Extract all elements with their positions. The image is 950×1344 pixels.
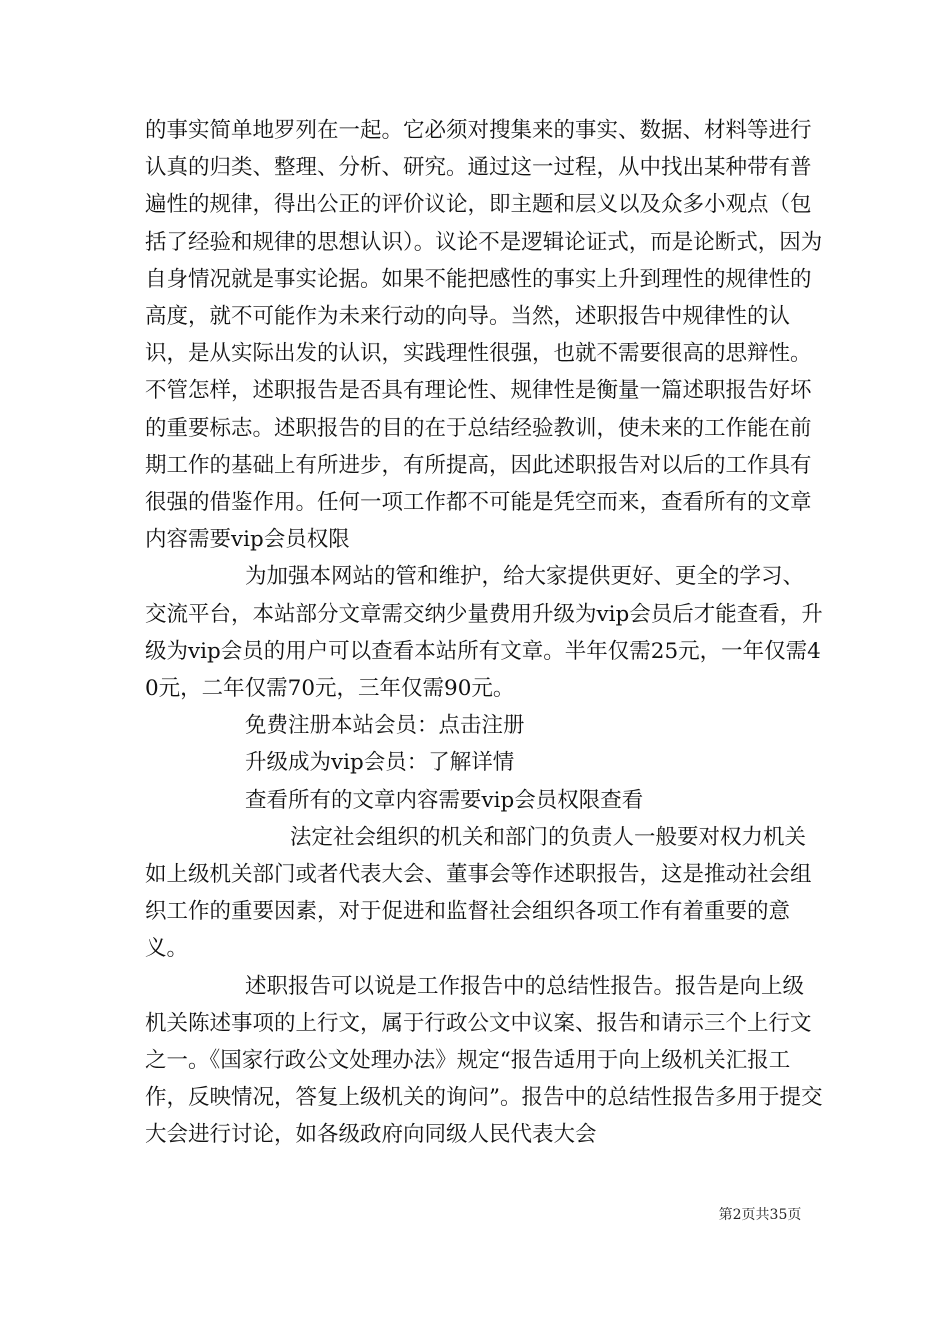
page-footer <box>0 1204 950 1224</box>
vip-upgrade-link-line[interactable]: 升级成为vip会员：了解详情 <box>245 750 515 776</box>
body-paragraph-1: 的事实简单地罗列在一起。它必须对搜集来的事实、数据、材料等进行认真的归类、整理、分析、研究。通过这一过程，从中找出某种带有普遍性的规律，得出公正的评价议论，即主题和层义以及众多小观点（包括了经验和规律的思想认识）。议论不是逻辑论证式，而是论断式，因为自身情况就是事实论据。如果不能把感性的事实上升到理性的规律性的高度，就不可能作为未来行动的向导。当然，述职报告中规律性的认识，是从实际出发的认识，实践理性很强，也就不需要很高的思辩性。不管怎样，述职报告是否具有理论性、规律性是衡量一篇述职报告好坏的重要标志。述职报告的目的在于总结经验教训，使未来的工作能在前期工作的基础上有所进步，有所提高，因此述职报告对以后的工作具有很强的借鉴作用。任何一项工作都不可能是凭空而来，查看所有的文章内容需要vip会员权限 <box>145 118 823 553</box>
register-link-line[interactable]: 免费注册本站会员：点击注册 <box>245 713 525 739</box>
page-number: 第2页共35页 <box>718 1207 802 1223</box>
body-paragraph-3: 法定社会组织的机关和部门的负责人一般要对权力机关如上级机关部门或者代表大会、董事会等作述职报告，这是推动社会组织工作的重要因素，对于促进和监督社会组织各项工作有着重要的意义。 <box>145 824 812 962</box>
body-paragraph-4: 述职报告可以说是工作报告中的总结性报告。报告是向上级机关陈述事项的上行文，属于行政公文中议案、报告和请示三个上行文之一。《国家行政公文处理办法》规定“报告适用于向上级机关汇报工作，反映情况，答复上级机关的询问”。报告中的总结性报告多用于提交大会进行讨论，如各级政府向同级人民代表大会 <box>145 973 823 1148</box>
vip-view-link-line[interactable]: 查看所有的文章内容需要vip会员权限查看 <box>245 787 644 813</box>
body-paragraph-2: 为加强本网站的管和维护，给大家提供更好、更全的学习、交流平台，本站部分文章需交纳少量费用升级为vip会员后才能查看，升级为vip会员的用户可以查看本站所有文章。半年仅需25元，一年仅需40元，二年仅需70元，三年仅需90元。 <box>145 564 823 702</box>
document-body <box>145 112 825 1154</box>
